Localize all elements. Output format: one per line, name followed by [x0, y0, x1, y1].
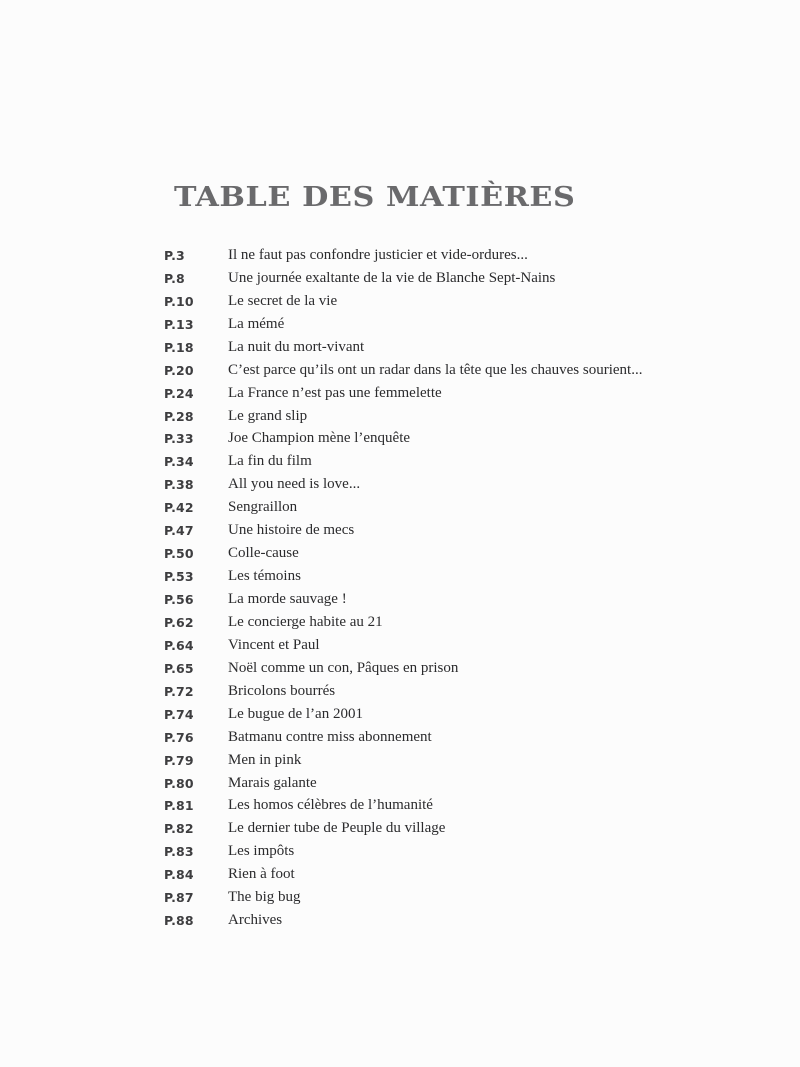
toc-entry [164, 749, 642, 772]
toc-entry-title: Men in pink [228, 751, 302, 768]
toc-entry [164, 405, 642, 428]
toc-entry [164, 450, 642, 473]
toc-entry [164, 886, 642, 909]
toc-page-number: P.64 [164, 637, 194, 653]
toc-entry [164, 611, 642, 634]
toc-page-number: P.82 [164, 821, 194, 837]
toc-entry-title: Noël comme un con, Pâques en prison [228, 659, 459, 676]
toc-entry-title: Sengraillon [228, 499, 298, 516]
toc-entry [164, 336, 642, 359]
toc-entry [164, 496, 642, 519]
page-title: TABLE DES MATIÈRES [174, 182, 576, 214]
toc-entry [164, 909, 642, 932]
toc-page-number: P.10 [164, 293, 194, 309]
toc-entry-title: All you need is love... [228, 476, 361, 493]
toc-page-number: P.33 [164, 431, 194, 447]
toc-entry [164, 290, 642, 313]
toc-page-number: P.72 [164, 683, 194, 699]
toc-entry [164, 588, 642, 611]
toc-entry-title: Les témoins [228, 568, 301, 585]
toc-page-number: P.13 [164, 316, 194, 332]
toc-page-number: P.34 [164, 454, 194, 470]
toc-page-number: P.20 [164, 362, 194, 378]
toc-entry [164, 359, 642, 382]
toc-page-number: P.88 [164, 913, 194, 929]
toc-page-number: P.81 [164, 798, 194, 814]
toc-entry [164, 313, 642, 336]
toc-entry [164, 703, 642, 726]
toc-page-number: P.42 [164, 500, 194, 516]
toc-entry [164, 267, 642, 290]
toc-entry-title: Le concierge habite au 21 [228, 613, 383, 630]
toc-entry-title: Joe Champion mène l’enquête [228, 430, 411, 447]
toc-entry [164, 382, 642, 405]
toc-entry-title: Le bugue de l’an 2001 [228, 705, 363, 722]
toc-entry [164, 634, 642, 657]
toc-entry-title: Le grand slip [228, 407, 308, 424]
toc-entry [164, 473, 642, 496]
toc-entry-title: Archives [228, 912, 283, 929]
toc-entry [164, 863, 642, 886]
toc-entry [164, 840, 642, 863]
toc-page-number: P.50 [164, 546, 194, 562]
toc-page-number: P.80 [164, 775, 194, 791]
toc-page-number: P.8 [164, 270, 185, 286]
toc-page-number: P.79 [164, 752, 194, 768]
toc-entry-title: C’est parce qu’ils ont un radar dans la tête que les chauves sourient... [228, 361, 643, 378]
toc-entry-title: Marais galante [228, 774, 317, 791]
toc-entry-title: La mémé [228, 315, 285, 332]
toc-page-number: P.74 [164, 706, 194, 722]
toc-page-number: P.18 [164, 339, 194, 355]
toc-entry-title: Bricolons bourrés [228, 682, 336, 699]
toc-page-number: P.28 [164, 408, 194, 424]
toc-entry [164, 772, 642, 795]
toc-entry-title: Les impôts [228, 843, 295, 860]
toc-page-number: P.62 [164, 614, 194, 630]
toc-entry [164, 657, 642, 680]
toc-entry-title: Une histoire de mecs [228, 522, 355, 539]
toc-entry-title: La France n’est pas une femmelette [228, 384, 442, 401]
toc-page-number: P.47 [164, 523, 194, 539]
toc-entry-title: Le secret de la vie [228, 292, 338, 309]
toc-entry [164, 795, 642, 818]
toc-page-number: P.56 [164, 592, 194, 608]
toc-page-number: P.84 [164, 867, 194, 883]
toc-entry-title: Une journée exaltante de la vie de Blanche Sept-Nains [228, 269, 556, 286]
toc-page-number: P.24 [164, 385, 194, 401]
table-of-contents [164, 244, 642, 932]
toc-entry-title: La nuit du mort-vivant [228, 338, 365, 355]
toc-entry-title: Batmanu contre miss abonnement [228, 728, 432, 745]
toc-entry-title: Vincent et Paul [228, 636, 320, 653]
toc-entry-title: La morde sauvage ! [228, 591, 347, 608]
toc-entry [164, 565, 642, 588]
toc-entry-title: Le dernier tube de Peuple du village [228, 820, 446, 837]
toc-entry-title: Colle-cause [228, 545, 299, 562]
toc-entry [164, 244, 642, 267]
toc-entry-title: Rien à foot [228, 866, 295, 883]
toc-page-number: P.38 [164, 477, 194, 493]
toc-page-number: P.65 [164, 660, 194, 676]
toc-page-number: P.76 [164, 729, 194, 745]
toc-entry [164, 680, 642, 703]
toc-entry [164, 817, 642, 840]
toc-entry [164, 542, 642, 565]
toc-page-number: P.3 [164, 247, 185, 263]
toc-entry-title: La fin du film [228, 453, 312, 470]
toc-entry-title: Les homos célèbres de l’humanité [228, 797, 433, 814]
toc-entry [164, 519, 642, 542]
toc-page-number: P.87 [164, 890, 194, 906]
toc-entry [164, 428, 642, 451]
toc-entry-title: Il ne faut pas confondre justicier et vide-ordures... [228, 246, 528, 263]
toc-entry-title: The big bug [228, 889, 301, 906]
toc-page-number: P.53 [164, 569, 194, 585]
toc-page-number: P.83 [164, 844, 194, 860]
toc-entry [164, 726, 642, 749]
